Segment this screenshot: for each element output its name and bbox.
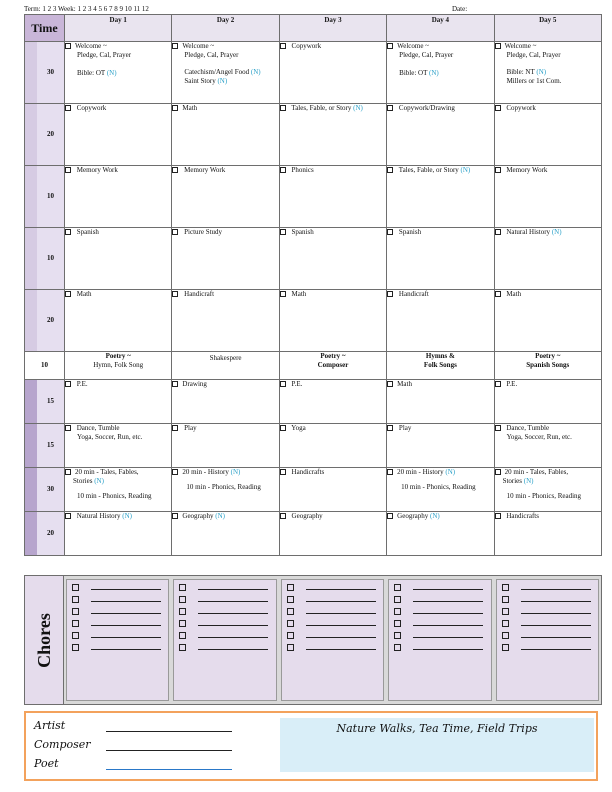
minutes-value: 20 <box>47 316 54 324</box>
chore-line <box>497 605 598 617</box>
chore-line <box>174 581 275 593</box>
checkbox[interactable] <box>502 608 509 615</box>
activity-cell <box>279 290 386 352</box>
time-cell <box>25 352 65 380</box>
activity-cell <box>65 468 172 512</box>
poetry-title: Shakespere <box>209 354 242 362</box>
activity-cell <box>494 228 601 290</box>
checkbox[interactable] <box>387 105 393 111</box>
activity-text: Picture Study <box>184 228 223 236</box>
activity-cell <box>65 290 172 352</box>
checkbox[interactable] <box>65 469 71 475</box>
checkbox[interactable] <box>280 469 286 475</box>
activity-text: Catechism/Angel Food (N) <box>184 68 261 76</box>
chores-section <box>24 575 602 705</box>
activity-cell <box>65 380 172 424</box>
table-row <box>25 290 602 352</box>
activity-text: Stories (N) <box>502 477 534 485</box>
minutes-value: 15 <box>47 441 54 449</box>
activity-cell <box>387 166 494 228</box>
chore-line <box>282 581 383 593</box>
minutes-value: 30 <box>47 68 54 76</box>
activity-cell <box>65 104 172 166</box>
activity-cell <box>279 104 386 166</box>
checkbox[interactable] <box>172 105 178 111</box>
activity-cell <box>172 380 279 424</box>
checkbox[interactable] <box>65 43 71 49</box>
activity-text: Bible: OT (N) <box>77 69 117 77</box>
activity-text: Saint Story (N) <box>184 77 228 85</box>
chore-line <box>67 629 168 641</box>
activity-text: Pledge, Cal, Prayer <box>399 51 454 59</box>
checkbox[interactable] <box>65 229 71 235</box>
poetry-title: Hymns & <box>425 352 455 360</box>
activity-cell <box>387 468 494 512</box>
chores-column <box>173 579 276 701</box>
checkbox[interactable] <box>72 620 79 627</box>
activity-cell <box>172 104 279 166</box>
checkbox[interactable] <box>495 291 501 297</box>
activity-text: Spanish <box>398 228 422 236</box>
checkbox[interactable] <box>502 584 509 591</box>
activity-text: Spanish <box>291 228 314 236</box>
activity-text: Yoga, Soccer, Run, etc. <box>506 433 572 441</box>
activity-text: Geography <box>291 512 323 520</box>
activity-cell <box>279 166 386 228</box>
chore-line <box>67 617 168 629</box>
activity-text: Tales, Fable, or Story <box>398 166 459 174</box>
time-cell <box>25 104 65 166</box>
checkbox[interactable] <box>65 513 71 519</box>
activity-text: P.E. <box>506 380 518 388</box>
checkbox[interactable] <box>495 43 501 49</box>
chore-line <box>174 641 275 653</box>
chore-line <box>389 593 490 605</box>
activity-text: Yoga, Soccer, Run, etc. <box>77 433 143 441</box>
checkbox[interactable] <box>280 43 286 49</box>
minutes-value: 10 <box>41 361 48 369</box>
activity-text: Pledge, Cal, Prayer <box>77 51 132 59</box>
activity-cell <box>65 166 172 228</box>
activity-cell <box>65 228 172 290</box>
poetry-cell <box>494 352 601 380</box>
minutes-value: 10 <box>47 192 54 200</box>
nature-walks-box[interactable]: Nature Walks, Tea Time, Field Trips <box>280 718 594 772</box>
poetry-title: Poetry ~ <box>320 352 346 360</box>
activity-cell <box>279 424 386 468</box>
poetry-subtitle: Composer <box>317 361 349 369</box>
activity-text: 20 min - History <box>397 468 444 476</box>
checkbox[interactable] <box>280 229 286 235</box>
chore-line <box>282 629 383 641</box>
activity-cell <box>172 228 279 290</box>
artist-label: Artist <box>34 719 66 732</box>
activity-cell <box>279 380 386 424</box>
chore-line <box>497 581 598 593</box>
table-row <box>25 424 602 468</box>
minutes-value: 15 <box>47 397 54 405</box>
activity-cell <box>65 424 172 468</box>
time-cell <box>25 290 65 352</box>
chores-column <box>66 579 169 701</box>
poetry-subtitle: Spanish Songs <box>526 361 570 369</box>
checkbox[interactable] <box>65 291 71 297</box>
checkbox[interactable] <box>502 644 509 651</box>
checkbox[interactable] <box>287 620 294 627</box>
activity-text: Geography <box>182 512 214 520</box>
activity-text: Tales, Fable, or Story <box>291 104 352 112</box>
activity-text: Math <box>76 290 92 298</box>
table-row <box>25 352 602 380</box>
activity-cell <box>494 380 601 424</box>
activity-cell <box>279 512 386 556</box>
activity-text: Memory Work <box>506 166 548 174</box>
chores-label: Chores <box>33 612 54 668</box>
checkbox[interactable] <box>394 632 401 639</box>
checkbox[interactable] <box>387 229 393 235</box>
checkbox[interactable] <box>179 644 186 651</box>
day-header-3: Day 3 <box>279 15 386 42</box>
activity-cell <box>172 468 279 512</box>
poetry-cell <box>387 352 494 380</box>
checkbox[interactable] <box>172 513 178 519</box>
activity-cell <box>387 104 494 166</box>
checkbox[interactable] <box>287 584 294 591</box>
checkbox[interactable] <box>280 167 286 173</box>
checkbox[interactable] <box>495 105 501 111</box>
checkbox[interactable] <box>179 632 186 639</box>
checkbox[interactable] <box>495 513 501 519</box>
minutes-value: 20 <box>47 130 54 138</box>
chores-column <box>496 579 599 701</box>
activity-text: Spanish <box>76 228 99 236</box>
checkbox[interactable] <box>287 596 294 603</box>
activity-text: Handicrafts <box>291 468 325 476</box>
activity-text: Math <box>397 380 412 388</box>
checkbox[interactable] <box>394 620 401 627</box>
activity-text: Millers or 1st Com. <box>506 77 562 85</box>
chore-line <box>282 641 383 653</box>
activity-text: Dance, Tumble <box>506 424 550 432</box>
chores-label-panel <box>25 576 64 704</box>
narration-note: (N) <box>445 468 456 476</box>
minutes-value: 10 <box>47 254 54 262</box>
checkbox[interactable] <box>72 644 79 651</box>
chore-line <box>174 629 275 641</box>
checkbox[interactable] <box>172 43 178 49</box>
activity-text: Bible: OT (N) <box>399 69 439 77</box>
activity-cell <box>172 290 279 352</box>
chore-line <box>497 593 598 605</box>
checkbox[interactable] <box>287 632 294 639</box>
poet-line[interactable] <box>106 769 232 770</box>
checkbox[interactable] <box>387 167 393 173</box>
activity-text: 20 min - Tales, Fables, <box>75 468 139 476</box>
checkbox[interactable] <box>65 167 71 173</box>
checkbox[interactable] <box>72 608 79 615</box>
narration-note: (N) <box>122 512 132 520</box>
activity-cell <box>172 166 279 228</box>
activity-text: Pledge, Cal, Prayer <box>506 51 561 59</box>
schedule-table <box>24 14 602 556</box>
activity-text: Handicraft <box>184 290 215 298</box>
table-row <box>25 468 602 512</box>
checkbox[interactable] <box>72 632 79 639</box>
checkbox[interactable] <box>172 167 178 173</box>
activity-text: Phonics <box>291 166 314 174</box>
chore-line <box>67 641 168 653</box>
day-header-4: Day 4 <box>387 15 494 42</box>
header-row <box>25 15 602 42</box>
composer-label: Composer <box>34 738 91 751</box>
checkbox[interactable] <box>387 291 393 297</box>
chore-line <box>497 641 598 653</box>
time-cell <box>25 512 65 556</box>
activity-text: P.E. <box>76 380 88 388</box>
narration-note: (N) <box>230 468 241 476</box>
activity-cell <box>494 290 601 352</box>
table-row <box>25 104 602 166</box>
chore-line <box>389 617 490 629</box>
chore-line <box>282 605 383 617</box>
activity-cell <box>172 512 279 556</box>
checkbox[interactable] <box>280 381 286 387</box>
activity-cell <box>494 166 601 228</box>
checkbox[interactable] <box>387 513 393 519</box>
chore-line <box>67 593 168 605</box>
checkbox[interactable] <box>172 229 178 235</box>
poetry-cell <box>279 352 386 380</box>
activity-text: Copywork <box>76 104 107 112</box>
checkbox[interactable] <box>387 43 393 49</box>
chore-line <box>67 605 168 617</box>
activity-cell <box>387 380 494 424</box>
minutes-value: 20 <box>47 529 54 537</box>
activity-text: Copywork/Drawing <box>398 104 455 112</box>
checkbox[interactable] <box>65 425 71 431</box>
activity-text: Natural History <box>506 228 551 236</box>
chore-line <box>174 593 275 605</box>
time-cell <box>25 228 65 290</box>
chore-line <box>497 629 598 641</box>
term-week-label: Term: 1 2 3 Week: 1 2 3 4 5 6 7 8 9 10 11 12 <box>24 5 149 13</box>
activity-text: Stories (N) <box>73 477 104 485</box>
activity-text: Geography <box>397 512 429 520</box>
table-row <box>25 512 602 556</box>
checkbox[interactable] <box>394 596 401 603</box>
checkbox[interactable] <box>172 469 178 475</box>
poetry-cell <box>65 352 172 380</box>
checkbox[interactable] <box>172 381 178 387</box>
checkbox[interactable] <box>502 632 509 639</box>
checkbox[interactable] <box>394 608 401 615</box>
checkbox[interactable] <box>172 291 178 297</box>
time-header: Time <box>25 15 65 42</box>
checkbox[interactable] <box>179 596 186 603</box>
checkbox[interactable] <box>495 425 501 431</box>
checkbox[interactable] <box>179 620 186 627</box>
poetry-cell <box>172 352 279 380</box>
chore-line <box>389 605 490 617</box>
activity-cell <box>494 42 601 104</box>
activity-text: 10 min - Phonics, Reading <box>401 483 476 491</box>
checkbox[interactable] <box>495 381 501 387</box>
activity-cell <box>494 104 601 166</box>
activity-cell <box>387 42 494 104</box>
chore-line <box>174 617 275 629</box>
time-cell <box>25 424 65 468</box>
chore-line <box>282 593 383 605</box>
activity-text: Welcome ~ <box>182 42 215 50</box>
activity-cell <box>279 42 386 104</box>
footer-box <box>24 711 598 781</box>
checkbox[interactable] <box>495 469 501 475</box>
chore-line <box>497 617 598 629</box>
time-cell <box>25 166 65 228</box>
activity-text: 10 min - Phonics, Reading <box>506 492 582 500</box>
activity-text: Copywork <box>291 42 322 50</box>
checkbox[interactable] <box>502 596 509 603</box>
table-row <box>25 166 602 228</box>
time-cell <box>25 468 65 512</box>
activity-text: Handicraft <box>398 290 429 298</box>
activity-cell <box>494 424 601 468</box>
date-label: Date: <box>452 5 468 13</box>
activity-text: Dance, Tumble <box>76 424 120 432</box>
activity-text: 10 min - Phonics, Reading <box>77 492 152 500</box>
chore-line <box>282 617 383 629</box>
activity-text: Drawing <box>182 380 207 388</box>
checkbox[interactable] <box>287 644 294 651</box>
checkbox[interactable] <box>287 608 294 615</box>
chore-line <box>174 605 275 617</box>
activity-cell <box>279 468 386 512</box>
activity-text: Copywork <box>506 104 536 112</box>
activity-text: Welcome ~ <box>397 42 429 50</box>
activity-text: Bible: NT (N) <box>506 68 547 76</box>
checkbox[interactable] <box>394 644 401 651</box>
activity-cell <box>172 42 279 104</box>
chore-line <box>67 581 168 593</box>
time-cell <box>25 380 65 424</box>
checkbox[interactable] <box>387 381 393 387</box>
activity-cell <box>494 512 601 556</box>
activity-cell <box>387 424 494 468</box>
time-cell <box>25 42 65 104</box>
checkbox[interactable] <box>280 425 286 431</box>
day-header-2: Day 2 <box>172 15 279 42</box>
activity-cell <box>494 468 601 512</box>
narration-note: (N) <box>430 512 440 520</box>
checkbox[interactable] <box>280 105 286 111</box>
activity-text: Memory Work <box>76 166 118 174</box>
activity-text: Welcome ~ <box>75 42 107 50</box>
poetry-subtitle: Folk Songs <box>423 361 457 369</box>
activity-text: Memory Work <box>184 166 226 174</box>
narration-note: (N) <box>551 228 562 236</box>
minutes-value: 30 <box>47 485 54 493</box>
checkbox[interactable] <box>495 229 501 235</box>
checkbox[interactable] <box>387 425 393 431</box>
checkbox[interactable] <box>72 596 79 603</box>
checkbox[interactable] <box>502 620 509 627</box>
activity-cell <box>172 424 279 468</box>
artist-line[interactable] <box>106 731 232 732</box>
table-row <box>25 380 602 424</box>
narration-note: (N) <box>215 512 225 520</box>
poetry-title: Poetry ~ <box>535 352 561 360</box>
checkbox[interactable] <box>280 291 286 297</box>
activity-text: Play <box>184 424 197 432</box>
activity-text: Natural History <box>76 512 121 520</box>
activity-text: Math <box>182 104 198 112</box>
checkbox[interactable] <box>179 584 186 591</box>
composer-line[interactable] <box>106 750 232 751</box>
day-header-1: Day 1 <box>65 15 172 42</box>
checkbox[interactable] <box>387 469 393 475</box>
poet-label: Poet <box>34 757 59 770</box>
activity-cell <box>279 228 386 290</box>
activity-text: Math <box>506 290 522 298</box>
checkbox[interactable] <box>280 513 286 519</box>
activity-text: 10 min - Phonics, Reading <box>186 483 261 491</box>
chores-column <box>388 579 491 701</box>
activity-text: Play <box>398 424 412 432</box>
checkbox[interactable] <box>65 381 71 387</box>
activity-cell <box>65 42 172 104</box>
activity-text: Welcome ~ <box>504 42 537 50</box>
activity-text: Yoga <box>291 424 306 432</box>
checkbox[interactable] <box>394 584 401 591</box>
checkbox[interactable] <box>65 105 71 111</box>
activity-cell <box>65 512 172 556</box>
activity-text: Pledge, Cal, Prayer <box>184 51 239 59</box>
table-row <box>25 228 602 290</box>
activity-cell <box>387 512 494 556</box>
chore-line <box>389 629 490 641</box>
activity-cell <box>387 290 494 352</box>
activity-text: Handicrafts <box>506 512 539 520</box>
checkbox[interactable] <box>172 425 178 431</box>
checkbox[interactable] <box>495 167 501 173</box>
checkbox[interactable] <box>72 584 79 591</box>
chores-column <box>281 579 384 701</box>
day-header-5: Day 5 <box>494 15 601 42</box>
activity-text: P.E. <box>291 380 303 388</box>
activity-cell <box>387 228 494 290</box>
poetry-subtitle: Hymn, Folk Song <box>93 361 144 369</box>
narration-note: (N) <box>353 104 363 112</box>
checkbox[interactable] <box>179 608 186 615</box>
chore-line <box>389 641 490 653</box>
poetry-title: Poetry ~ <box>105 352 131 360</box>
narration-note: (N) <box>460 166 471 174</box>
activity-text: 20 min - History <box>182 468 229 476</box>
table-row <box>25 42 602 104</box>
activity-text: 20 min - Tales, Fables, <box>504 468 569 476</box>
chore-line <box>389 581 490 593</box>
activity-text: Math <box>291 290 307 298</box>
